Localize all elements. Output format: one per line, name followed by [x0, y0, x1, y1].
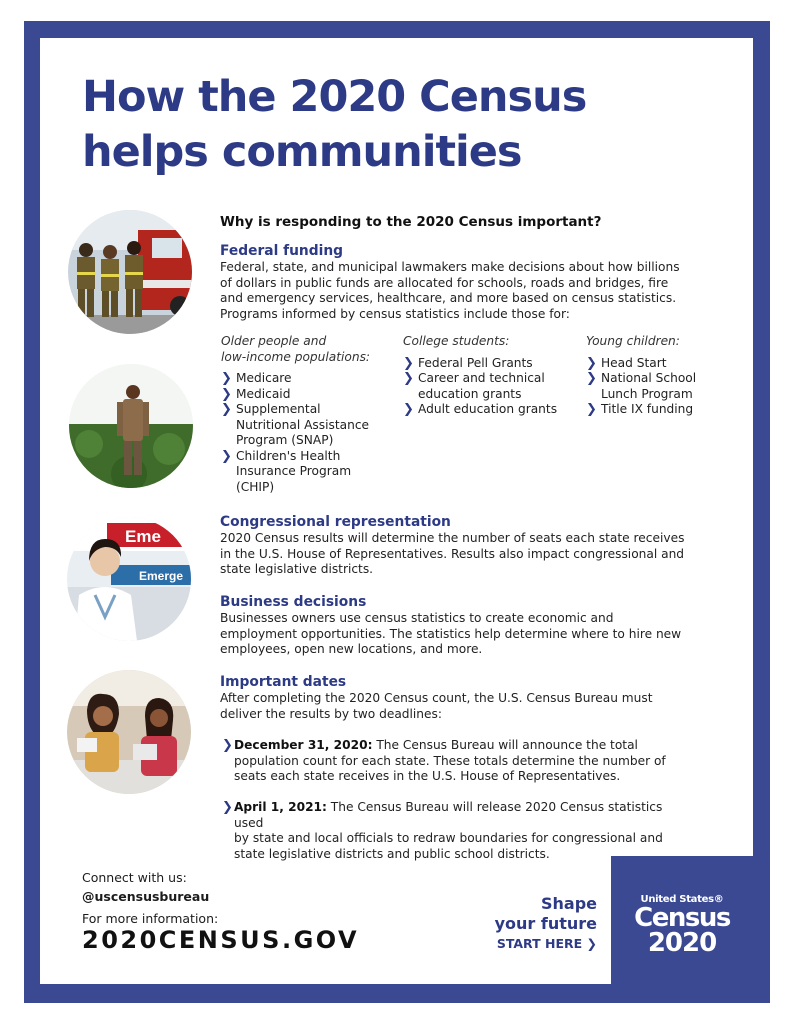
- federal-funding-text: [220, 260, 710, 322]
- farmer-photo: [69, 364, 193, 488]
- list-item-text: Medicaid: [236, 386, 291, 401]
- college-students-column: [403, 334, 583, 418]
- column-heading: [403, 334, 583, 350]
- logo-year: 2020: [647, 928, 717, 958]
- chevron-right-icon: ❯: [403, 355, 414, 371]
- federal-funding-section: [220, 243, 710, 322]
- text-line: deliver the results by two deadlines:: [220, 706, 442, 721]
- list-item: [221, 387, 401, 403]
- deadline-item: [222, 800, 692, 862]
- list-item-text: National School: [601, 371, 697, 385]
- page-title: [82, 70, 642, 180]
- more-info-label: For more information:: [82, 911, 219, 926]
- list-item-text: Supplemental: [236, 402, 321, 416]
- list-item: [586, 371, 716, 402]
- title-line-1: How the 2020 Census: [82, 72, 587, 122]
- shape-tagline-line-1: Shape: [540, 894, 597, 913]
- title-line-2: helps communities: [82, 127, 522, 177]
- census-2020-logo: [611, 856, 753, 984]
- column-heading-line: College students:: [403, 334, 510, 348]
- list-item: [403, 371, 583, 402]
- firefighters-photo: [68, 210, 192, 334]
- column-heading: [586, 334, 716, 350]
- chevron-right-icon: ❯: [221, 448, 232, 464]
- chevron-right-icon: ❯: [221, 371, 232, 386]
- text-line: population count for each state. These totals determine the number of: [234, 753, 666, 768]
- business-text: [220, 611, 710, 658]
- text-line: state legislative districts.: [220, 562, 374, 576]
- chevron-right-icon: ❯: [586, 355, 597, 371]
- students-photo: [67, 670, 191, 794]
- column-heading: [221, 334, 401, 365]
- list-item-text: (CHIP): [236, 479, 275, 494]
- connect-label: Connect with us:: [82, 870, 187, 885]
- chevron-right-icon: ❯: [222, 738, 233, 753]
- list-item-text: Head Start: [601, 355, 667, 370]
- chevron-right-icon: ❯: [403, 371, 414, 386]
- text-line: and emergency services, healthcare, and more based on census statistics.: [220, 291, 677, 305]
- deadline-item: [222, 738, 692, 785]
- text-line: employment opportunities. The statistics help determine where to hire new: [220, 626, 682, 641]
- congressional-heading: Congressional representation: [220, 514, 451, 530]
- list-item: [586, 402, 716, 418]
- business-section: [220, 594, 710, 658]
- list-item: [403, 402, 583, 418]
- list-item: [221, 449, 401, 496]
- dates-text: [220, 691, 710, 722]
- chevron-right-icon: ❯: [221, 402, 232, 417]
- list-item: [221, 402, 401, 449]
- text-line: seats each state receives in the U.S. House of Representatives.: [234, 769, 621, 783]
- list-item-text: Program (SNAP): [236, 433, 334, 447]
- list-item-text: Career and technical: [418, 371, 545, 385]
- start-here-label: START HERE: [496, 936, 583, 951]
- text-line: 2020 Census results will determine the number of seats each state receives: [220, 531, 685, 545]
- list-item-text: Adult education grants: [418, 402, 558, 416]
- congressional-section: [220, 514, 710, 578]
- social-handle-link[interactable]: @uscensusbureau: [82, 889, 210, 904]
- column-heading-line: low-income populations:: [221, 349, 371, 364]
- list-item: [586, 356, 716, 372]
- list-item-text: Lunch Program: [601, 386, 693, 401]
- logo-census: Census: [634, 903, 730, 933]
- dates-heading: Important dates: [220, 674, 347, 690]
- text-line: state legislative districts and public school districts.: [234, 846, 550, 861]
- congressional-text: [220, 531, 710, 578]
- list-item-text: Title IX funding: [601, 402, 694, 416]
- chevron-right-icon: ❯: [586, 402, 597, 417]
- text-line: Programs informed by census statistics include those for:: [220, 306, 570, 321]
- shape-tagline-line-2: your future: [494, 914, 597, 933]
- list-item: [403, 356, 583, 372]
- young-children-column: [586, 334, 716, 418]
- chevron-right-icon: ❯: [586, 936, 597, 951]
- list-item-text: Nutritional Assistance: [236, 417, 370, 432]
- column-heading-line: Young children:: [586, 334, 680, 348]
- text-line: The Census Bureau will release 2020 Census statistics used: [234, 800, 663, 830]
- chevron-right-icon: ❯: [222, 800, 233, 815]
- logo-united-states: United States®: [640, 894, 724, 905]
- start-here-link[interactable]: [497, 936, 597, 951]
- website-link[interactable]: 2020CENSUS.GOV: [82, 926, 360, 954]
- text-line: in the U.S. House of Representatives. Results also impact congressional and: [220, 546, 685, 561]
- question-heading: Why is responding to the 2020 Census important?: [220, 214, 602, 230]
- emergency-sign-text-2: Emerge: [139, 569, 184, 583]
- list-item-text: Medicare: [236, 371, 292, 385]
- text-line: by state and local officials to redraw boundaries for congressional and: [234, 831, 663, 845]
- text-line: of dollars in public funds are allocated for schools, roads and bridges, fire: [220, 275, 669, 290]
- older-people-column: [221, 334, 401, 495]
- chevron-right-icon: ❯: [586, 371, 597, 386]
- column-heading-line: Older people and: [221, 334, 327, 348]
- deadline-date: April 1, 2021:: [234, 800, 327, 814]
- dates-section: [220, 674, 710, 722]
- text-line: The Census Bureau will announce the total: [372, 738, 638, 752]
- deadline-date: December 31, 2020:: [234, 738, 373, 752]
- list-item: [221, 371, 401, 387]
- chevron-right-icon: ❯: [403, 402, 414, 417]
- business-heading: Business decisions: [220, 594, 367, 610]
- text-line: Businesses owners use census statistics to create economic and: [220, 611, 614, 625]
- list-item-text: Federal Pell Grants: [418, 355, 533, 370]
- list-item-text: Children's Health: [236, 448, 341, 463]
- doctor-photo: [67, 517, 191, 641]
- text-line: employees, open new locations, and more.: [220, 642, 483, 656]
- chevron-right-icon: ❯: [221, 386, 232, 402]
- text-line: Federal, state, and municipal lawmakers make decisions about how billions: [220, 260, 680, 274]
- federal-funding-heading: Federal funding: [220, 243, 344, 259]
- list-item-text: education grants: [418, 386, 522, 401]
- text-line: After completing the 2020 Census count, the U.S. Census Bureau must: [220, 691, 653, 705]
- emergency-sign-text: Eme: [125, 527, 161, 546]
- list-item-text: Insurance Program: [236, 464, 352, 478]
